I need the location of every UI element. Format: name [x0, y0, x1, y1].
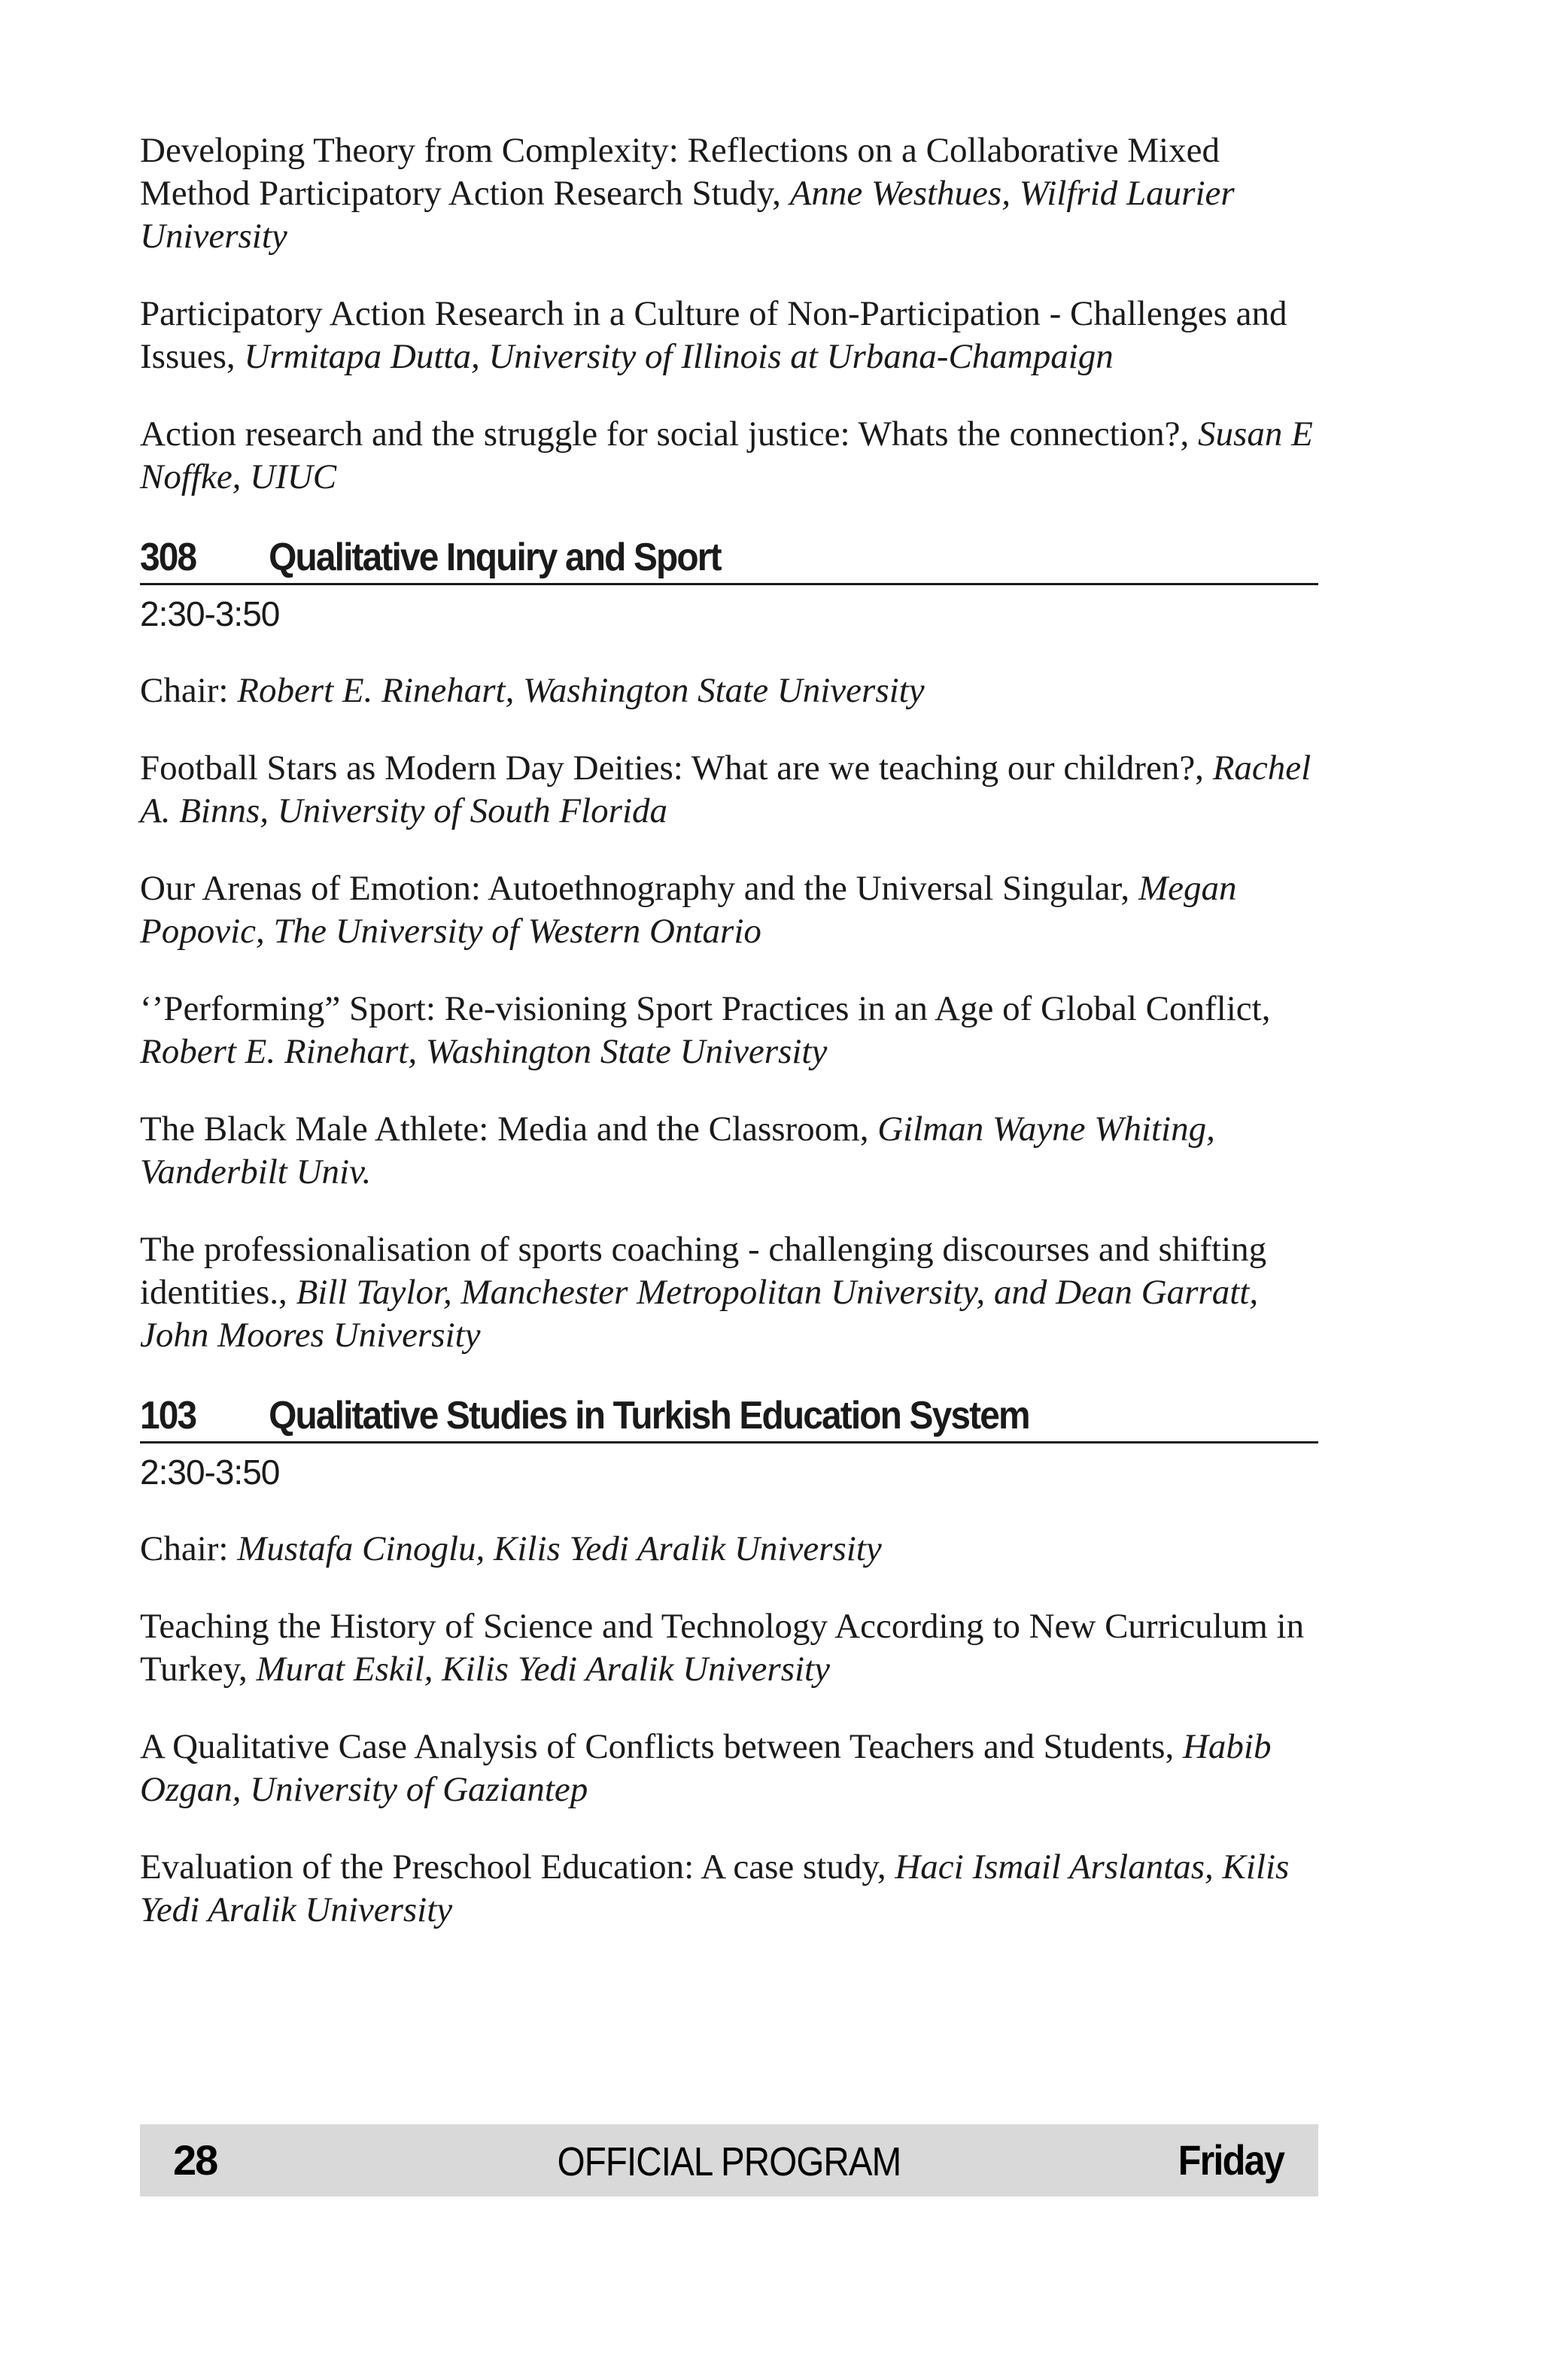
presentation-title: Teaching the History of Science and Technology According to New Curriculum in Turkey, [140, 1607, 1305, 1689]
page-number: 28 [173, 2136, 217, 2184]
chair-name: Mustafa Cinoglu, Kilis Yedi Aralik University [237, 1529, 882, 1568]
presentation-entry [140, 1228, 1318, 1357]
presentation-title: Action research and the struggle for social justice: Whats the connection?, [140, 414, 1190, 454]
presentation-entry [140, 1108, 1318, 1194]
page-footer [140, 2124, 1318, 2196]
presentation-authors: Urmitapa Dutta, University of Illinois at Urbana-Champaign [244, 337, 1114, 376]
program-page [140, 129, 1318, 1966]
presentation-title: A Qualitative Case Analysis of Conflicts between Teachers and Students, [140, 1727, 1175, 1766]
session-308 [140, 533, 1318, 1357]
presentation-authors: Megan Popovic, The University of Western Ontario [140, 869, 1237, 951]
presentation-entry [140, 1846, 1318, 1932]
session-time: 2:30-3:50 [140, 1453, 280, 1492]
session-chair [140, 1528, 1318, 1571]
presentation-title: The professionalisation of sports coaching - challenging discourses and shifting identities., [140, 1230, 1267, 1312]
session-number: 308 [140, 536, 196, 579]
session-heading [140, 533, 1224, 583]
presentation-title: Developing Theory from Complexity: Reflections on a Collaborative Mixed Method Participatory Action Research Study, [140, 131, 1220, 213]
session-heading [140, 1392, 1224, 1441]
chair-label: Chair: [140, 671, 229, 710]
presentation-entry [140, 413, 1318, 499]
session-time: 2:30-3:50 [140, 594, 280, 633]
session-chair [140, 669, 1318, 712]
footer-day: Friday [1178, 2136, 1284, 2184]
session-divider [140, 583, 1318, 585]
presentation-authors: Rachel A. Binns, University of South Florida [140, 748, 1312, 830]
session-103 [140, 1392, 1318, 1932]
presentation-entry [140, 129, 1318, 258]
presentation-title: Participatory Action Research in a Culture of Non-Participation - Challenges and Issues, [140, 294, 1287, 376]
presentation-entry [140, 988, 1318, 1073]
chair-label: Chair: [140, 1529, 229, 1568]
presentation-authors: Susan E Noffke, UIUC [140, 414, 1313, 496]
presentation-authors: Haci Ismail Arslantas, Kilis Yedi Aralik University [140, 1847, 1290, 1929]
session-title: Qualitative Inquiry and Sport [269, 536, 721, 579]
session-divider [140, 1441, 1318, 1443]
chair-name: Robert E. Rinehart, Washington State University [237, 671, 925, 710]
presentation-entry [140, 1605, 1318, 1691]
presentation-title: ‘’Performing” Sport: Re-visioning Sport Practices in an Age of Global Conflict, [140, 989, 1271, 1028]
presentation-authors: Anne Westhues, Wilfrid Laurier University [140, 174, 1235, 256]
presentation-title: The Black Male Athlete: Media and the Classroom, [140, 1110, 869, 1149]
presentation-authors: Murat Eskil, Kilis Yedi Aralik University [256, 1650, 830, 1689]
presentation-authors: Habib Ozgan, University of Gaziantep [140, 1727, 1272, 1809]
session-title: Qualitative Studies in Turkish Education System [269, 1394, 1029, 1437]
presentation-authors: Bill Taylor, Manchester Metropolitan University, and Dean Garratt, John Moores University [140, 1273, 1259, 1355]
presentation-entry [140, 293, 1318, 378]
presentation-title: Evaluation of the Preschool Education: A case study, [140, 1847, 886, 1887]
presentation-authors: Gilman Wayne Whiting, Vanderbilt Univ. [140, 1110, 1215, 1192]
presentation-authors: Robert E. Rinehart, Washington State University [140, 1032, 828, 1071]
presentation-title: Our Arenas of Emotion: Autoethnography and the Universal Singular, [140, 869, 1130, 908]
presentation-title: Football Stars as Modern Day Deities: What are we teaching our children?, [140, 748, 1204, 788]
session-number: 103 [140, 1394, 196, 1437]
footer-title: OFFICIAL PROGRAM [557, 2139, 901, 2184]
presentation-entry [140, 1726, 1318, 1811]
presentation-entry [140, 867, 1318, 953]
presentation-entry [140, 747, 1318, 833]
